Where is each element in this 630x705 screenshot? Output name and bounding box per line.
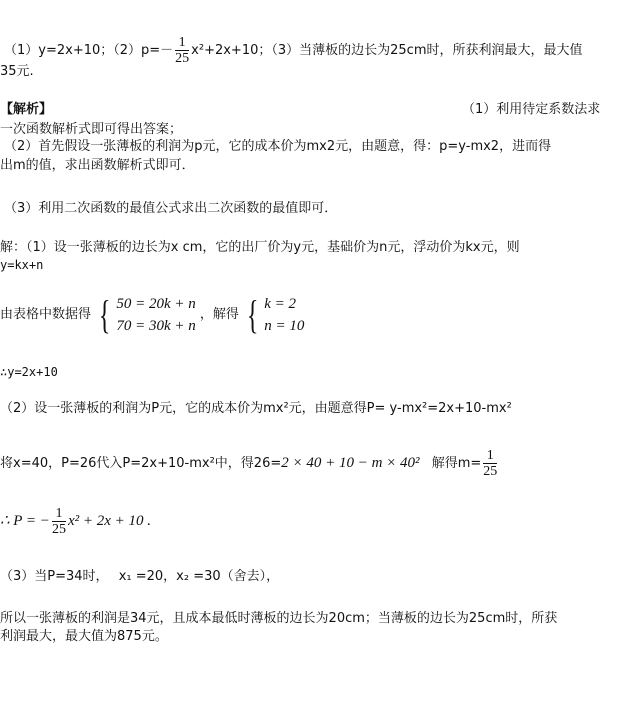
m-fraction: $\frac{1}{25}$: [483, 448, 498, 479]
analysis-tag: 【解析】: [0, 102, 53, 117]
step-3-lead: （3）当P=34时，: [0, 569, 109, 584]
substitution-expression: 2 × 40 + 10 − m × 40²: [281, 455, 420, 471]
solution-system: { k = 2 n = 10: [246, 291, 305, 337]
solve-m-text: 解得m=: [431, 456, 482, 471]
solution-k: k = 2: [264, 295, 297, 312]
therefore-linear: ∴y=2x+10: [0, 365, 58, 379]
analysis-point-2a: （2）首先假设一张薄板的利润为p元，它的成本价为mx2元，由题意，得：p=y-mx2，进而得: [4, 139, 552, 154]
equation-system: { 50 = 20k + n 70 = 30k + n: [98, 291, 196, 337]
answer-line-2: 35元.: [0, 64, 34, 79]
solution-step-1a: 解：（1）设一张薄板的边长为x cm，它的出厂价为y元，基础价为n元，浮动价为kx元，则: [0, 240, 520, 255]
therefore-p-rhs: x² + 2x + 10 .: [67, 513, 151, 529]
answer-part-a: （1）y=2x+10；（2）p=－: [4, 43, 174, 58]
substitution-line: [0, 443, 499, 484]
solution-step-2: （2）设一张薄板的利润为P元，它的成本价为mx²元，由题意得P= y-mx²=2x+10-mx²: [0, 401, 512, 416]
answer-part-b: x²+2x+10；（3）当薄板的边长为25cm时，所获利润最大，最大值: [191, 43, 583, 58]
solve-word: ，解得: [199, 307, 239, 322]
therefore-quadratic: [0, 499, 151, 543]
solution-n: n = 10: [264, 317, 305, 334]
equation-2: 70 = 30k + n: [116, 317, 196, 334]
equation-system-row: [0, 292, 304, 338]
conclusion-line-2: 利润最大，最大值为875元。: [0, 629, 168, 644]
roots-text: x₁ =20，x₂ =30（舍去），: [118, 569, 280, 584]
table-lead-text: 由表格中数据得: [0, 307, 92, 322]
substitution-text: 将x=40，P=26代入P=2x+10-mx²中，得26=: [0, 456, 282, 471]
answer-line-1: [4, 35, 583, 66]
analysis-point-1-cont: 一次函数解析式即可得出答案；: [0, 122, 183, 137]
answer-fraction: $\frac{1}{25}$: [175, 35, 190, 66]
p-fraction: $\frac{1}{25}$: [51, 506, 66, 538]
solution-step-1b: y=kx+n: [0, 258, 44, 272]
solution-step-3: [0, 568, 279, 586]
analysis-point-2b: 出m的值，求出函数解析式即可．: [0, 158, 195, 173]
analysis-point-3: （3）利用二次函数的最值公式求出二次函数的最值即可．: [4, 201, 338, 216]
analysis-point-1: （1）利用待定系数法求: [462, 102, 601, 117]
therefore-p-lhs: ∴ P = −: [0, 513, 50, 529]
conclusion-line-1: 所以一张薄板的利润是34元，且成本最低时薄板的边长为20cm；当薄板的边长为25cm时，所获: [0, 611, 558, 626]
equation-1: 50 = 20k + n: [116, 295, 196, 312]
